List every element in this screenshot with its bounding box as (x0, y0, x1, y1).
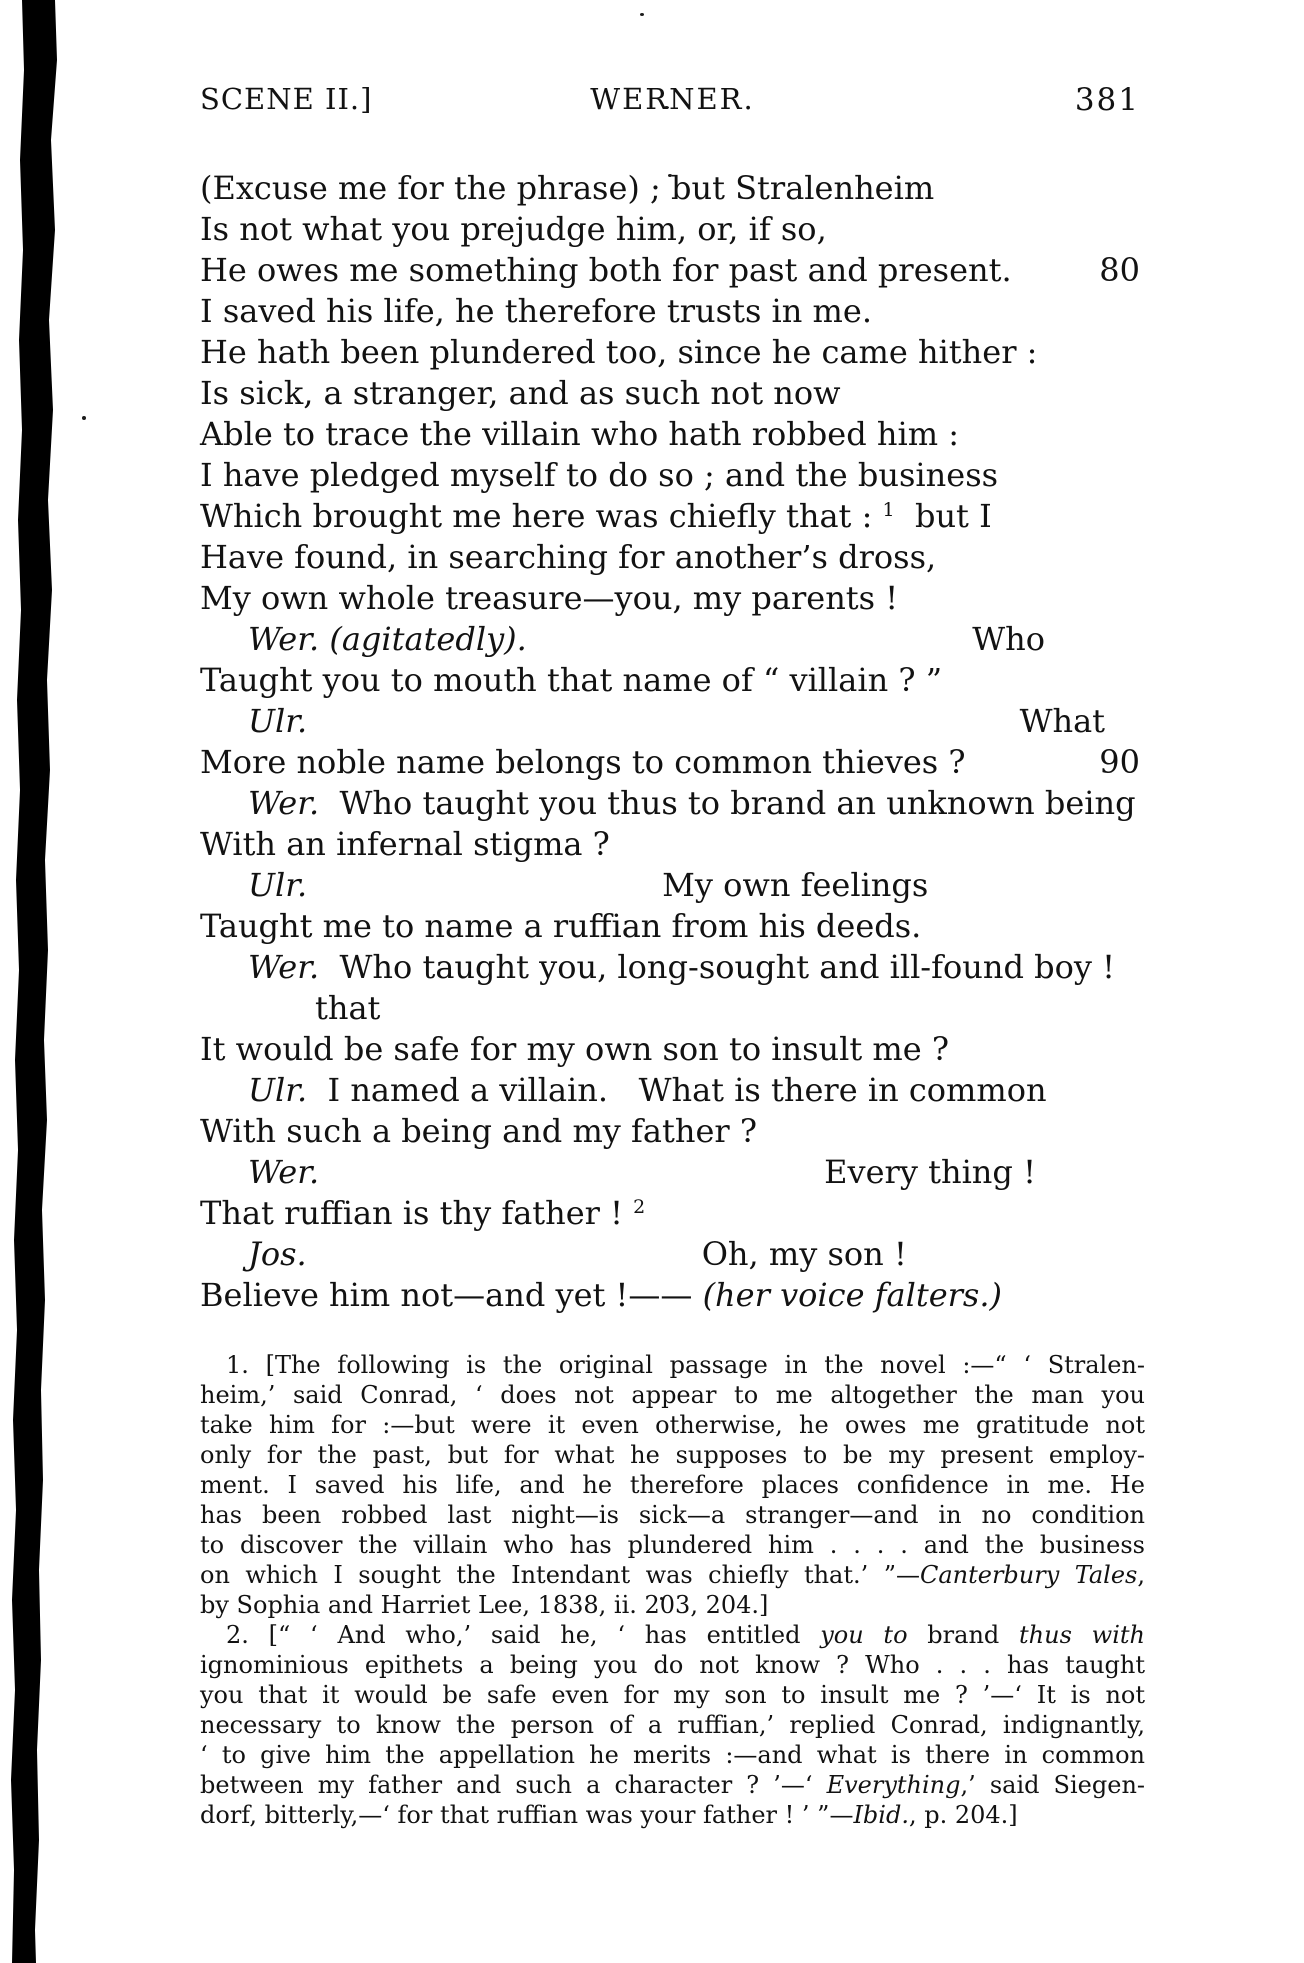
verse-line: Wer. Every thing ! (248, 1153, 1036, 1191)
verse-line: Believe him not—and yet !—— (her voice falters.) (200, 1276, 1002, 1314)
footnotes-block (200, 1350, 1145, 1830)
footnote-line: between my father and such a character ? ’—‘ Everything,’ said Siegen- (200, 1771, 1146, 1799)
footnote-line: ment. I saved his life, and he therefore places confidence in me. He (200, 1471, 1145, 1499)
verse-line: Wer. Who taught you, long-sought and ill-found boy ! (248, 948, 1115, 986)
footnote-line: ‘ to give him the appellation he merits :—and what is there in common (200, 1741, 1145, 1769)
footnote-line: 2. [“ ‘ And who,’ said he, ‘ has entitled you to brand thus with (226, 1621, 1145, 1649)
verse-line: Ulr. I named a villain. What is there in common (248, 1071, 1047, 1109)
footnote-line: to discover the villain who has plundered him . . . . and the business (200, 1531, 1145, 1559)
verse-line: Taught you to mouth that name of “ villain ? ” (200, 661, 943, 699)
footnote-line: take him for :—but were it even otherwise, he owes me gratitude not (200, 1411, 1145, 1439)
scan-speck (82, 416, 86, 420)
line-number: 80 (1099, 251, 1140, 289)
footnote-line: by Sophia and Harriet Lee, 1838, ii. 203, 204.] (200, 1591, 769, 1619)
verse-line: He owes me something both for past and present. 80 (200, 251, 1140, 289)
verse-line: Able to trace the villain who hath robbed him : (200, 415, 959, 453)
running-title: WERNER. (590, 82, 755, 116)
verse-line: More noble name belongs to common thieves ? 90 (200, 743, 1140, 781)
verse-line: That ruffian is thy father ! $^2$ (200, 1194, 646, 1232)
verse-line: My own whole treasure—you, my parents ! (200, 579, 899, 617)
footnote-line: necessary to know the person of a ruffian,’ replied Conrad, indignantly, (200, 1711, 1145, 1739)
verse-line: He hath been plundered too, since he came hither : (200, 333, 1038, 371)
verse-line: Is sick, a stranger, and as such not now (200, 374, 841, 412)
play-text-block (200, 168, 1145, 1316)
scan-gutter-artifact (0, 0, 70, 1963)
footnote-line: has been robbed last night—is sick—a stranger—and in no condition (200, 1501, 1145, 1529)
footnote-line: dorf, bitterly,—‘ for that ruffian was your father ! ’ ”—Ibid., p. 204.] (200, 1801, 1018, 1829)
scene-label: SCENE II.] (200, 82, 373, 116)
verse-line: (Excuse me for the phrase) ; but Stralenheim (200, 169, 935, 207)
footnote-line: on which I sought the Intendant was chiefly that.’ ”—Canterbury Tales, (200, 1561, 1145, 1589)
verse-line: Have found, in searching for another’s dross, (200, 538, 937, 576)
verse-line: that (315, 989, 381, 1027)
hemistich-cue: Who (972, 620, 1045, 658)
verse-line: Ulr. What (248, 702, 1105, 740)
verse-line: Wer. (agitatedly). Who (248, 620, 1045, 658)
footnote-line: ignominious epithets a being you do not know ? Who . . . has taught (200, 1651, 1145, 1679)
footnote-line: 1. [The following is the original passage in the novel :—“ ‘ Stralen- (226, 1351, 1145, 1379)
verse-line: I have pledged myself to do so ; and the business (200, 456, 999, 494)
scan-speck (640, 13, 644, 16)
verse-line: Is not what you prejudge him, or, if so, (200, 210, 827, 248)
hemistich-cue: What (1019, 702, 1105, 740)
verse-line: With an infernal stigma ? (200, 825, 610, 863)
verse-line: Ulr. My own feelings (248, 866, 929, 904)
verse-line: Wer. Who taught you thus to brand an unknown being (248, 784, 1136, 822)
footnote-line: you that it would be safe even for my son to insult me ? ’—‘ It is not (200, 1681, 1145, 1709)
footnote-line: heim,’ said Conrad, ‘ does not appear to me altogether the man you (200, 1381, 1145, 1409)
verse-line: Taught me to name a ruffian from his deeds. (200, 907, 922, 945)
verse-line: With such a being and my father ? (200, 1112, 757, 1150)
footnote-line: only for the past, but for what he supposes to be my present employ- (200, 1441, 1145, 1469)
running-header (200, 82, 1145, 122)
verse-line: I saved his life, he therefore trusts in me. (200, 292, 872, 330)
page-number: 381 (1074, 82, 1140, 118)
verse-line: Which brought me here was chiefly that : $^1$ but I (200, 497, 992, 535)
verse-line: It would be safe for my own son to insult me ? (200, 1030, 949, 1068)
verse-line: Jos. Oh, my son ! (248, 1235, 907, 1273)
line-number: 90 (1099, 743, 1140, 781)
